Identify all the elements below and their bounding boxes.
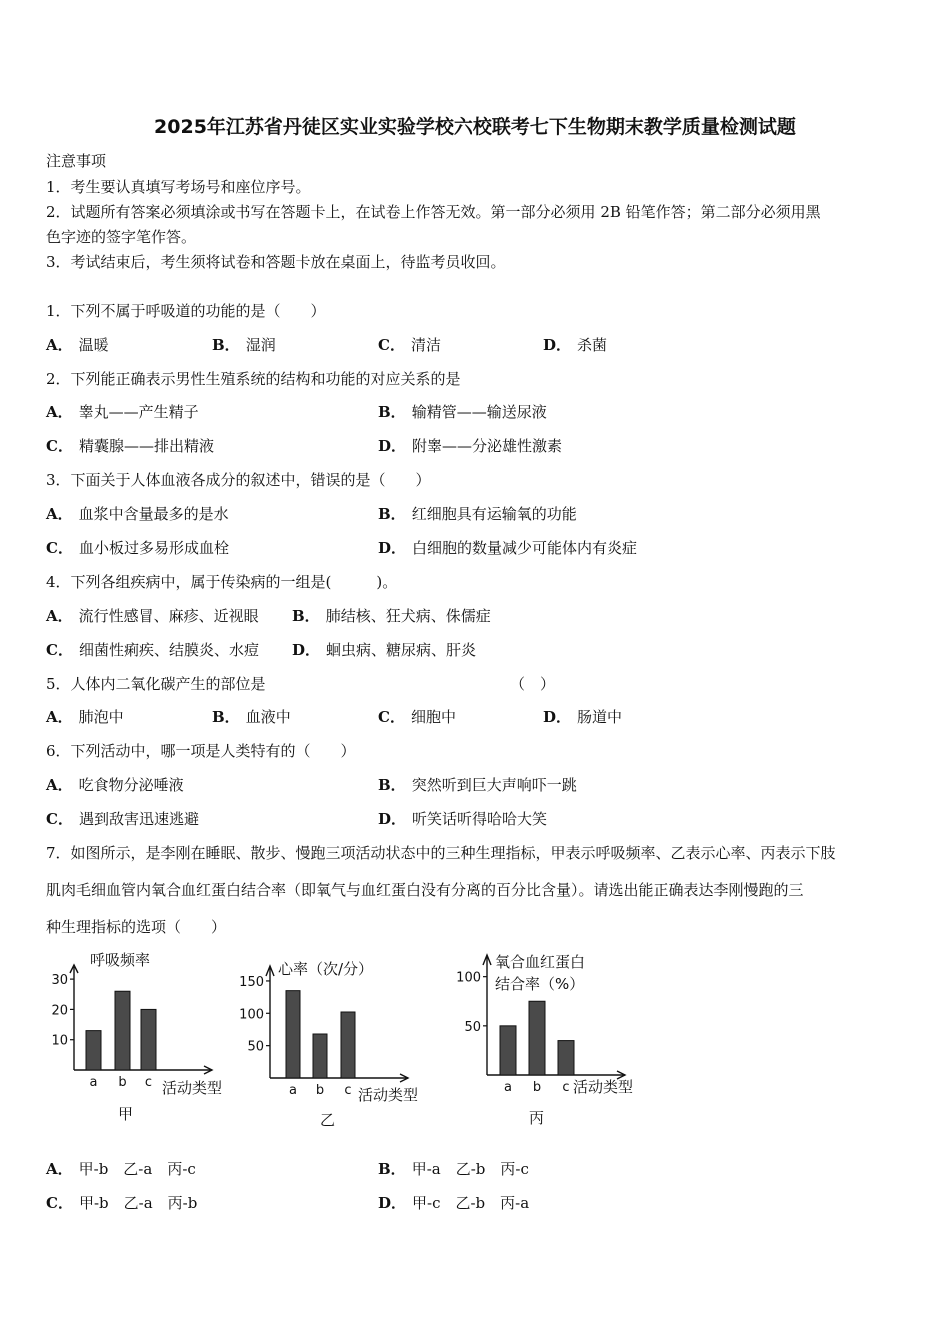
notice-item-2: 2．试题所有答案必须填涂或书写在答题卡上，在试卷上作答无效。第一部分必须用 2B 铅笔作答；第二部分必须用黑 [46, 203, 821, 221]
page-title: 2025年江苏省丹徒区实业实验学校六校联考七下生物期末教学质量检测试题 [154, 116, 796, 138]
chart-jia [40, 945, 240, 1130]
notice-item-3: 3．考试结束后，考生须将试卷和答题卡放在桌面上，待监考员收回。 [46, 253, 506, 271]
bar-b [115, 991, 130, 1070]
chart-yi-bars [286, 991, 355, 1078]
question-6-stem: 6．下列活动中，哪一项是人类特有的（ ） [46, 742, 356, 760]
bar-c [341, 1012, 355, 1078]
notice-item-2-cont: 色字迹的签字笔作答。 [46, 228, 197, 246]
y-tick-label: 50 [247, 1039, 264, 1055]
x-tick-label: c [144, 1075, 153, 1090]
chart-jia-xlabel: 活动类型 [162, 1079, 223, 1097]
chart-bing-bars [500, 1001, 574, 1075]
x-tick-label: a [89, 1075, 98, 1090]
q2-option-d: D． 附睾——分泌雄性激素 [378, 437, 563, 455]
q7-option-b: B． 甲-a 乙-b 丙-c [378, 1160, 529, 1178]
q6-option-a: A． 吃食物分泌唾液 [46, 776, 184, 794]
y-tick-label: 50 [464, 1019, 481, 1035]
question-4-stem: 4．下列各组疾病中，属于传染病的一组是( )。 [46, 573, 398, 591]
x-tick-label: b [315, 1083, 325, 1098]
q4-option-b: B． 肺结核、狂犬病、侏儒症 [292, 607, 491, 625]
chart-jia-title: 呼吸频率 [90, 951, 151, 969]
notice-item-1: 1．考生要认真填写考场号和座位序号。 [46, 178, 311, 196]
q1-option-b: B． 湿润 [212, 336, 276, 354]
q1-option-c: C． 清洁 [378, 336, 441, 354]
q6-option-c: C． 遇到敌害迅速逃避 [46, 810, 199, 828]
y-tick-label: 150 [239, 974, 264, 990]
q5-option-a: A． 肺泡中 [46, 708, 124, 726]
bar-c [141, 1009, 156, 1070]
chart-bing-name: 丙 [529, 1109, 545, 1127]
question-1-stem: 1．下列不属于呼吸道的功能的是（ ） [46, 302, 326, 320]
q6-option-d: D． 听笑话听得哈哈大笑 [378, 810, 548, 828]
chart-yi-x-labels [289, 1083, 352, 1098]
chart-yi [228, 950, 438, 1135]
chart-yi-name: 乙 [320, 1111, 336, 1129]
q4-option-d: D． 蛔虫病、糖尿病、肝炎 [292, 641, 477, 659]
question-7-stem-line-2: 肌肉毛细血管内氧合血红蛋白结合率（即氧气与血红蛋白没有分离的百分比含量）。请选出能正确表达李刚慢跑的三 [46, 881, 804, 899]
q3-option-c: C． 血小板过多易形成血栓 [46, 539, 229, 557]
y-tick-label: 10 [51, 1033, 68, 1049]
question-7-stem-line-1: 7．如图所示，是李刚在睡眠、散步、慢跑三项活动状态中的三种生理指标，甲表示呼吸频率、乙表示心率、丙表示下肢 [46, 844, 836, 862]
chart-jia-x-labels [90, 1075, 153, 1090]
q7-option-d: D． 甲-c 乙-b 丙-a [378, 1194, 530, 1212]
q5-option-d: D． 肠道中 [543, 708, 623, 726]
chart-jia-bars [86, 991, 156, 1070]
bar-c [558, 1041, 574, 1075]
q3-option-d: D． 白细胞的数量减少可能体内有炎症 [378, 539, 638, 557]
question-2-stem: 2．下列能正确表示男性生殖系统的结构和功能的对应关系的是 [46, 370, 461, 388]
q6-option-b: B． 突然听到巨大声响吓一跳 [378, 776, 577, 794]
notice-heading: 注意事项 [46, 152, 107, 170]
q4-option-a: A． 流行性感冒、麻疹、近视眼 [46, 607, 259, 625]
chart-bing-x-labels [504, 1080, 570, 1095]
x-tick-label: c [562, 1080, 570, 1095]
chart-yi-title: 心率（次/分） [278, 960, 374, 978]
q7-option-c: C． 甲-b 乙-a 丙-b [46, 1194, 198, 1212]
chart-bing-xlabel: 活动类型 [573, 1078, 634, 1096]
q2-option-b: B． 输精管——输送尿液 [378, 403, 547, 421]
chart-bing [445, 945, 665, 1135]
chart-jia-name: 甲 [118, 1105, 134, 1123]
chart-bing-title-line-1: 氧合血红蛋白 [495, 953, 586, 971]
q3-option-a: A． 血浆中含量最多的是水 [46, 505, 229, 523]
x-tick-label: a [504, 1080, 512, 1095]
q2-option-c: C． 精囊腺——排出精液 [46, 437, 214, 455]
q5-option-c: C． 细胞中 [378, 708, 456, 726]
question-5-blank: （ ） [510, 675, 556, 693]
question-3-stem: 3．下面关于人体血液各成分的叙述中，错误的是（ ） [46, 471, 431, 489]
y-tick-label: 100 [239, 1007, 264, 1023]
bar-b [313, 1034, 327, 1078]
x-tick-label: c [344, 1083, 352, 1098]
bar-b [529, 1001, 545, 1075]
q3-option-b: B． 红细胞具有运输氧的功能 [378, 505, 577, 523]
x-tick-label: b [118, 1075, 127, 1090]
question-5-stem: 5．人体内二氧化碳产生的部位是 [46, 675, 266, 693]
y-tick-label: 20 [51, 1003, 68, 1019]
y-tick-label: 30 [51, 973, 68, 989]
chart-jia-y-ticks [51, 973, 74, 1049]
question-7-stem-line-3: 种生理指标的选项（ ） [46, 918, 227, 936]
q1-option-a: A． 温暖 [46, 336, 109, 354]
y-tick-label: 100 [456, 970, 481, 986]
q4-option-c: C． 细菌性痢疾、结膜炎、水痘 [46, 641, 259, 659]
x-tick-label: b [532, 1080, 542, 1095]
q2-option-a: A． 睾丸——产生精子 [46, 403, 199, 421]
bar-a [286, 991, 300, 1078]
chart-bing-y-ticks [456, 971, 487, 1035]
q7-option-a: A． 甲-b 乙-a 丙-c [46, 1160, 196, 1178]
bar-a [86, 1031, 101, 1070]
q5-option-b: B． 血液中 [212, 708, 291, 726]
x-tick-label: a [289, 1083, 297, 1098]
q1-option-d: D． 杀菌 [543, 336, 608, 354]
chart-bing-title-line-2: 结合率（%） [495, 975, 585, 993]
chart-yi-y-ticks [239, 975, 270, 1055]
chart-yi-xlabel: 活动类型 [358, 1086, 419, 1104]
bar-a [500, 1026, 516, 1075]
